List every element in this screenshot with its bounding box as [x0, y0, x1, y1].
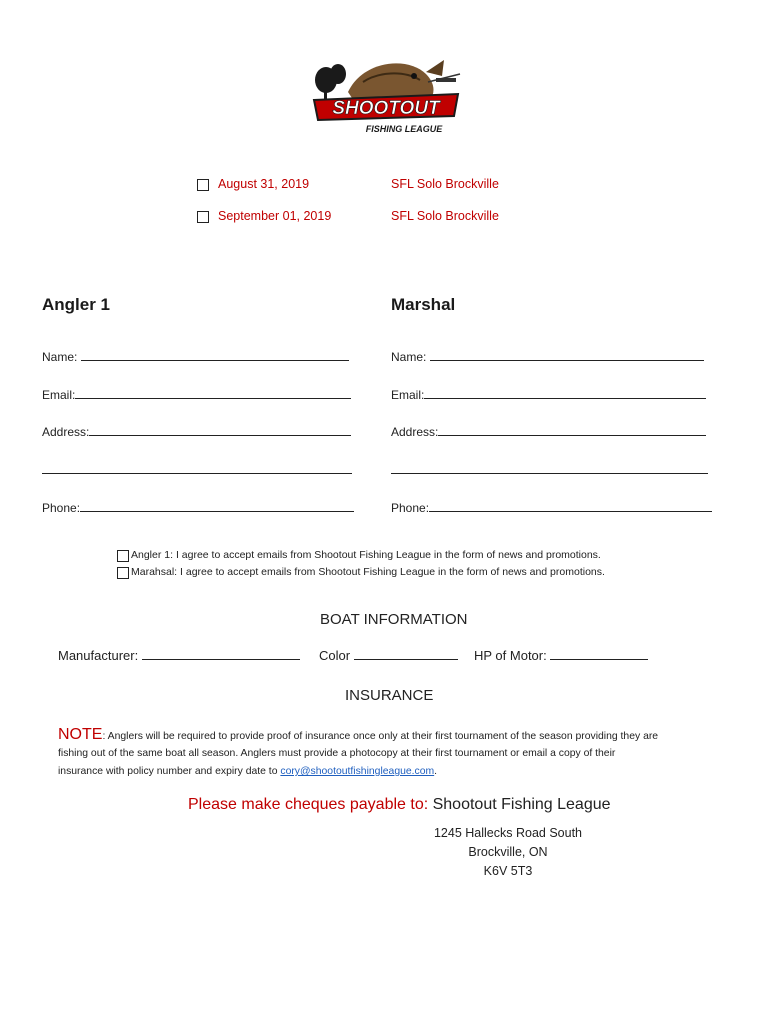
hp-line[interactable] — [550, 648, 648, 660]
marshal-heading: Marshal — [391, 295, 456, 314]
angler-phone-label: Phone: — [42, 501, 81, 515]
marshal-name-line[interactable] — [430, 349, 704, 361]
angler-address-line2-field[interactable] — [42, 462, 352, 477]
hp-label: HP of Motor: — [474, 648, 547, 663]
angler-consent-checkbox[interactable] — [117, 550, 129, 562]
payee-address-line3: K6V 5T3 — [483, 864, 533, 878]
insurance-email-link[interactable]: cory@shootoutfishingleague.com — [280, 766, 435, 777]
marshal-consent-text: Marahsal: I agree to accept emails from Shootout Fishing League in the form of news and promotions. — [131, 566, 605, 578]
angler-email-line[interactable] — [75, 387, 351, 399]
angler-name-field[interactable] — [42, 349, 349, 364]
marshal-phone-line[interactable] — [429, 500, 712, 512]
marshal-name-field[interactable] — [391, 349, 704, 364]
payee-address-line1: 1245 Hallecks Road South — [433, 826, 582, 840]
angler-address-field[interactable] — [42, 424, 351, 439]
cheque-label: Please make cheques payable to: — [188, 796, 429, 813]
fish-logo-icon — [308, 52, 464, 138]
angler-email-field[interactable] — [42, 387, 351, 402]
cheque-payee: Shootout Fishing League — [432, 796, 611, 813]
marshal-email-label: Email: — [391, 388, 425, 402]
marshal-email-field[interactable] — [391, 387, 706, 402]
marshal-address-field[interactable] — [391, 424, 706, 439]
cheque-line — [188, 796, 611, 814]
marshal-phone-field[interactable] — [391, 500, 712, 515]
angler-name-label: Name: — [42, 350, 78, 364]
logo-brand-text: SHOOTOUT — [332, 98, 440, 119]
note-label: NOTE — [58, 726, 103, 743]
note-text-1: : Anglers will be required to provide proof of insurance once only at their first tournament of the season providing they are — [102, 731, 659, 742]
marshal-name-label: Name: — [391, 350, 427, 364]
marshal-email-line[interactable] — [424, 387, 706, 399]
angler-email-label: Email: — [42, 388, 76, 402]
payee-address-line2: Brockville, ON — [468, 845, 548, 859]
marshal-address-label: Address: — [391, 425, 439, 439]
insurance-note-line1 — [58, 726, 658, 746]
note-text-3: insurance with policy number and expiry date to — [58, 766, 281, 777]
angler-phone-line[interactable] — [80, 500, 354, 512]
insurance-note-line3 — [58, 763, 437, 781]
angler-heading: Angler 1 — [42, 295, 111, 314]
angler-address-line2[interactable] — [42, 462, 352, 474]
logo-tagline-text: FISHING LEAGUE — [365, 124, 443, 134]
manufacturer-line[interactable] — [142, 648, 300, 660]
marshal-address-line[interactable] — [438, 424, 706, 436]
angler-address-label: Address: — [42, 425, 90, 439]
marshal-phone-label: Phone: — [391, 501, 430, 515]
event-1-checkbox[interactable] — [197, 179, 209, 191]
color-label: Color — [319, 648, 351, 663]
shootout-logo — [308, 52, 464, 138]
note-text-3-end: . — [434, 766, 438, 777]
marshal-address-line2-field[interactable] — [391, 462, 708, 477]
insurance-note-line2: fishing out of the same boat all season. Anglers must provide a photocopy at their first tournament or email a copy of their — [58, 748, 616, 759]
color-line[interactable] — [354, 648, 458, 660]
event-2-name: SFL Solo Brockville — [391, 209, 499, 223]
angler-address-line[interactable] — [89, 424, 351, 436]
marshal-consent-checkbox[interactable] — [117, 567, 129, 579]
event-1-name: SFL Solo Brockville — [391, 177, 499, 191]
angler-consent-text: Angler 1: I agree to accept emails from Shootout Fishing League in the form of news and promotions. — [131, 549, 601, 561]
color-field[interactable] — [319, 648, 458, 663]
angler-name-line[interactable] — [81, 349, 349, 361]
boat-info-heading: BOAT INFORMATION — [320, 611, 468, 628]
angler-phone-field[interactable] — [42, 500, 354, 515]
manufacturer-field[interactable] — [58, 648, 300, 663]
marshal-address-line2[interactable] — [391, 462, 708, 474]
event-2-checkbox[interactable] — [197, 211, 209, 223]
manufacturer-label: Manufacturer: — [58, 648, 139, 663]
hp-field[interactable] — [474, 648, 648, 663]
event-1-date: August 31, 2019 — [218, 177, 310, 191]
event-2-date: September 01, 2019 — [218, 209, 332, 223]
insurance-heading: INSURANCE — [345, 687, 434, 704]
